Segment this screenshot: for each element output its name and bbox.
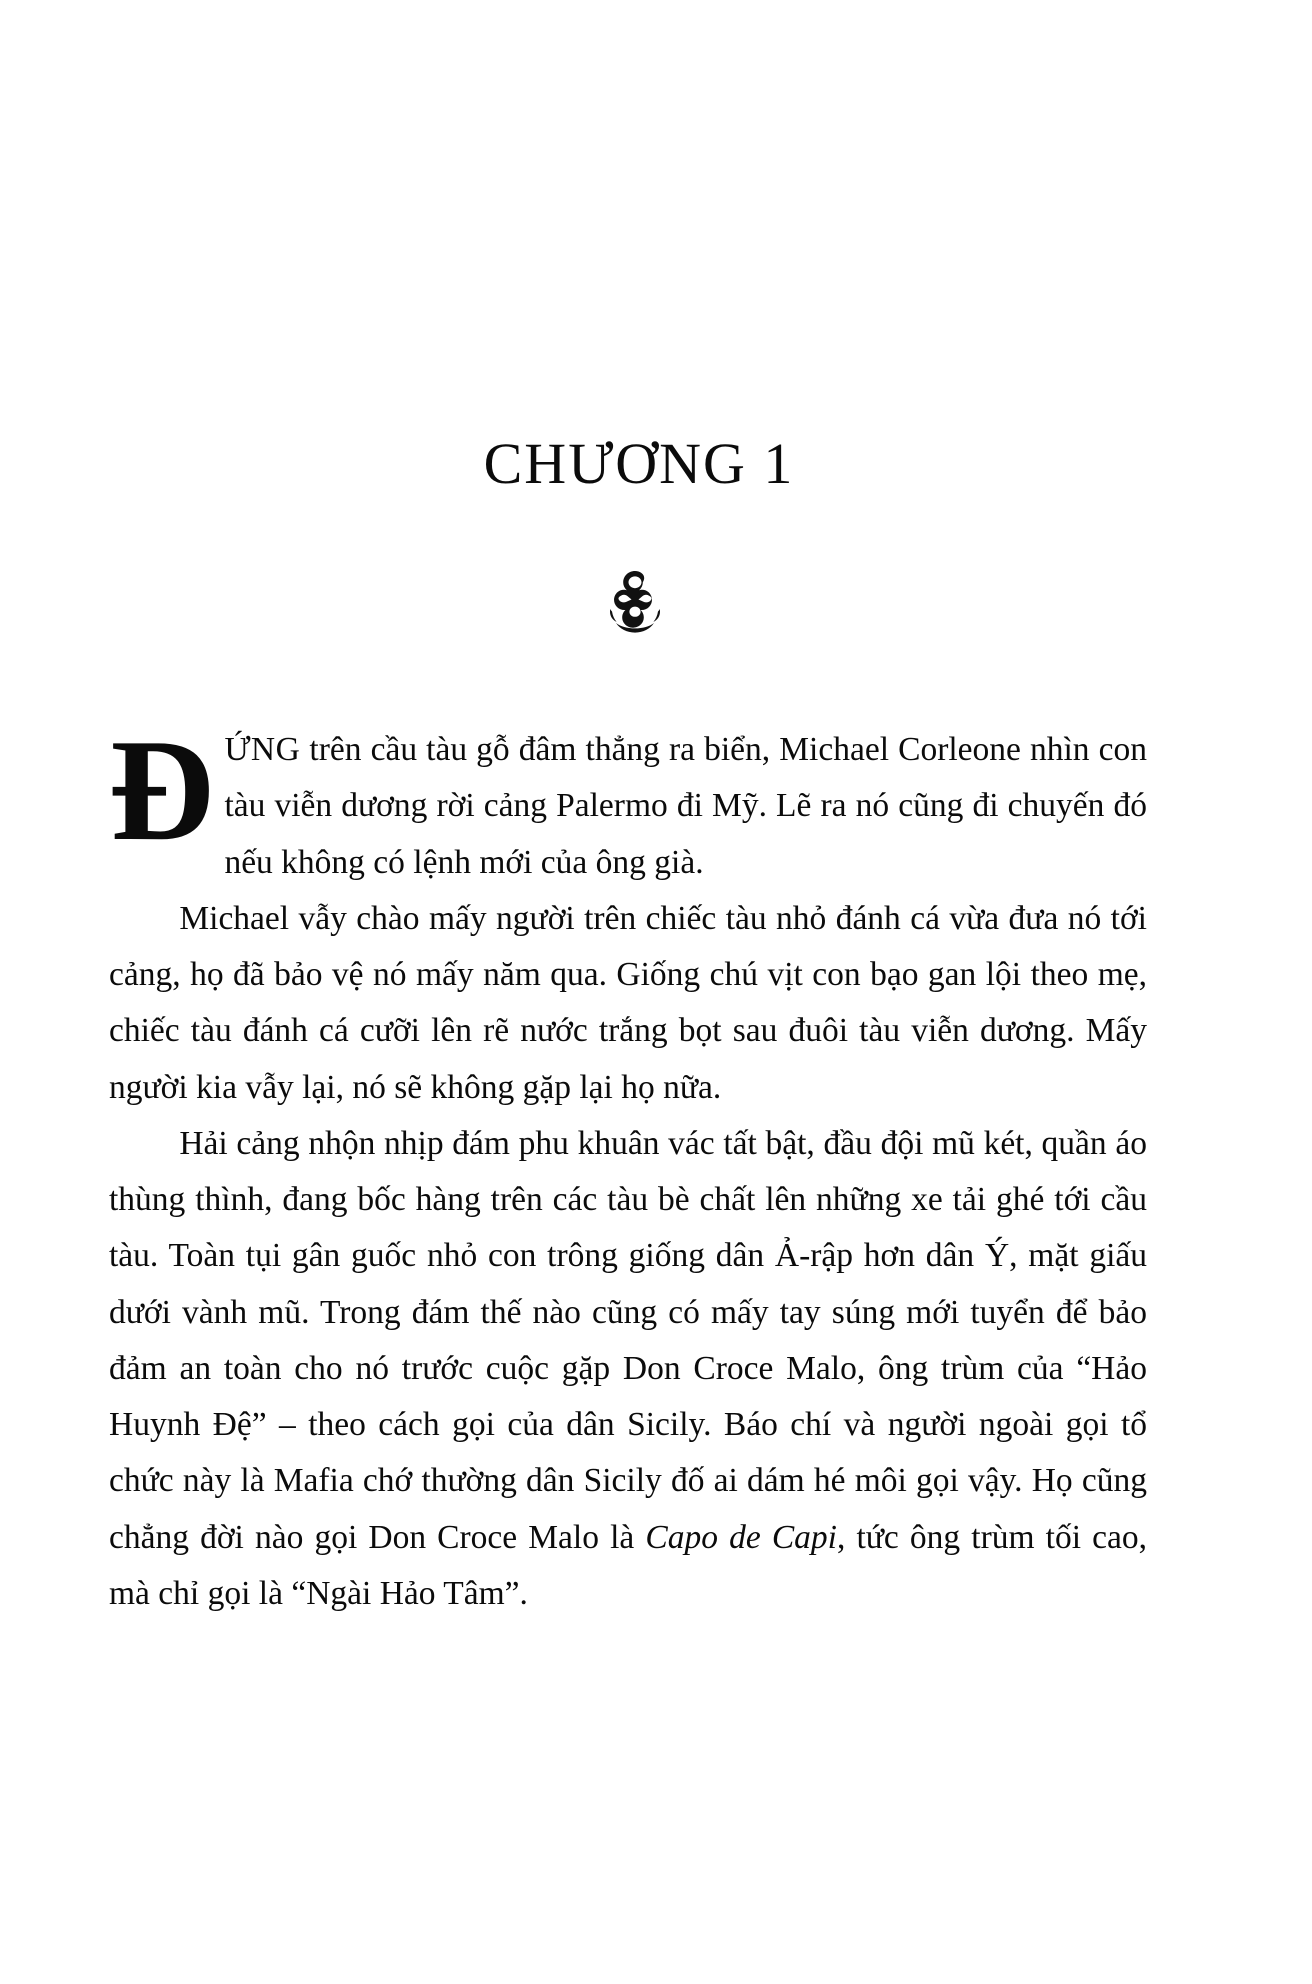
paragraph-3-part-2: , tức ông trùm tối cao, mà chỉ gọi là “Ngài Hảo Tâm”. [109,1518,1147,1612]
paragraph-1-lead: ỨNG [224,731,301,768]
chapter-body [95,709,1165,1622]
paragraph-1-text: trên cầu tàu gỗ đâm thẳng ra biển, Michael Corleone nhìn con tàu viễn dương rời cảng Palermo đi Mỹ. Lẽ ra nó cũng đi chuyến đó nếu không có lệnh mới của ông già. [224,731,1147,881]
ornament-container [95,567,1165,644]
paragraph-1 [109,709,1147,891]
floral-ornament-icon [592,567,678,643]
drop-cap: Đ [109,709,215,871]
page-title: CHƯƠNG 1 [483,431,795,496]
paragraph-3-italic: Capo de Capi [645,1518,837,1556]
page-content [95,430,1165,1622]
paragraph-2: Michael vẫy chào mấy người trên chiếc tàu nhỏ đánh cá vừa đưa nó tới cảng, họ đã bảo vệ nó mấy năm qua. Giống chú vịt con bạo gan lội theo mẹ, chiếc tàu đánh cá cưỡi lên rẽ nước trắng bọt sau đuôi tàu viễn dương. Mấy người kia vẫy lại, nó sẽ không gặp lại họ nữa. [109,899,1147,1106]
paragraph-3 [109,1116,1147,1622]
paragraph-3-part-1: Hải cảng nhộn nhịp đám phu khuân vác tất bật, đầu đội mũ két, quần áo thùng thình, đang bốc hàng trên các tàu bè chất lên những xe tải ghé tới cầu tàu. Toàn tụi gân guốc nhỏ con trông giống dân Ả-rập hơn dân Ý, mặt giấu dưới vành mũ. Trong đám thế nào cũng có mấy tay súng mới tuyển để bảo đảm an toàn cho nó trước cuộc gặp Don Croce Malo, ông trùm của “Hảo Huynh Đệ” – theo cách gọi của dân Sicily. Báo chí và người ngoài gọi tổ chức này là Mafia chớ thường dân Sicily đố ai dám hé môi gọi vậy. Họ cũng chẳng đời nào gọi Don Croce Malo là [109,1124,1147,1556]
